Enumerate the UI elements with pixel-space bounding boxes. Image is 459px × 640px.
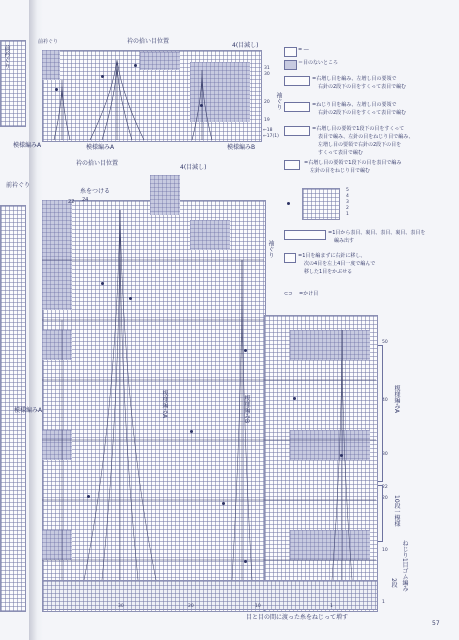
legend-item4-line2: 右針の2段下の目をすくって表目で編む <box>318 110 407 116</box>
right-row-50: 50 <box>382 340 388 345</box>
legend-item1: = ― <box>298 47 309 53</box>
right-pattern-a: 模様編みA <box>393 385 400 414</box>
bobble-dot <box>222 502 225 505</box>
top-row-30: 30 <box>264 72 270 77</box>
top-chart-stitch-lines <box>42 50 260 140</box>
bobble-dot <box>200 104 203 107</box>
bobble-dot <box>101 282 104 285</box>
left-label-pattern-a-2: 模様編みA <box>14 407 43 414</box>
bobble-dot <box>340 454 343 457</box>
bobble-dot <box>244 560 247 563</box>
increase-note: 目と目の間に渡った糸をねじって増す <box>246 614 349 621</box>
top-frame-right: 4(目減し) <box>232 42 259 49</box>
center-pattern-b: 模様編みB <box>243 395 250 424</box>
legend-symbol-decrease <box>284 253 296 263</box>
top-row-18: ←18 <box>263 128 273 133</box>
legend-item6-line2: 左針の目をねじり目で編む <box>310 168 371 174</box>
top-row-19: 19 <box>264 118 270 123</box>
legend-bobble-row-4: 4 <box>346 194 349 199</box>
bottom-col-20: 20 <box>188 604 194 609</box>
legend-bobble-row-1: 1 <box>346 212 349 217</box>
top-row-20: 20 <box>264 100 270 105</box>
legend-item7-line1: =1目から表目、裏目、表目、裏目、表目を <box>328 230 426 236</box>
legend-bobble-dot <box>287 202 290 205</box>
left-label-front-neck: 前衿ぐり <box>3 45 10 69</box>
top-left-label: 前衿ぐり <box>38 39 59 45</box>
legend-item5-line4: すくって表目で編む <box>318 150 363 156</box>
legend-bobble-row-5: 5 <box>346 188 349 193</box>
bobble-dot <box>87 495 90 498</box>
yarn-over-symbol: ⊂⊃ <box>284 291 293 297</box>
left-label-front-neck-2: 前衿ぐり <box>6 182 31 189</box>
legend-item8-line1: =1目を編まずに右針に移し、 <box>298 253 366 259</box>
legend-item4-line1: =ねじり目を編み、左増し目の要領で <box>312 102 397 108</box>
top-row-31: 31 <box>264 66 270 71</box>
legend-item6-line1: =右増し目の要領で1段下の目を表目で編み <box>304 160 402 166</box>
bobble-dot <box>55 88 58 91</box>
legend-bobble-row-2: 2 <box>346 206 349 211</box>
right-bracket-a <box>378 345 383 482</box>
top-row-17: ←17(1) <box>263 134 279 139</box>
legend-item5-line3: 左増し目の要領で右針の2段下の目を <box>318 142 402 148</box>
bottom-left-row-22: 22 <box>68 199 75 205</box>
legend-symbol-increase-4 <box>284 160 300 170</box>
bottom-left-row-24: 24 <box>82 197 89 203</box>
legend-item5-line1: =右増し目の要領で1段下の目をすくって <box>312 126 405 132</box>
legend-item7-line2: 編み出す <box>334 238 355 244</box>
legend-item5-line2: 表目で編み、左針の目をねじり目で編み、 <box>318 134 414 140</box>
right-row-10: 10 <box>382 548 388 553</box>
bobble-dot <box>244 349 247 352</box>
bobble-dot <box>134 64 137 67</box>
center-pattern-a: 模様編みA <box>161 390 168 419</box>
top-pattern-a: 模様編みA <box>86 144 115 151</box>
bottom-col-1: 1 <box>330 604 333 609</box>
bottom-col-30: 30 <box>118 604 124 609</box>
right-row-40: 40 <box>382 398 388 403</box>
legend-bobble-chart <box>302 188 340 220</box>
rib-label: ねじり1目ゴム編み <box>401 540 408 592</box>
bobble-dot <box>190 430 193 433</box>
legend-symbol-increase-1 <box>284 76 310 86</box>
legend-blank-square <box>284 47 297 57</box>
legend-item9: =かけ目 <box>299 291 319 297</box>
bobble-dot <box>101 75 104 78</box>
legend-symbol-increase-3 <box>284 126 310 136</box>
bottom-col-10: 10 <box>255 604 261 609</box>
legend-item8-line3: 移した1目をかぶせる <box>304 269 353 275</box>
bottom-frame-label: 衿の拾い目位置 <box>76 160 119 167</box>
legend-symbol-increase-2 <box>284 102 310 112</box>
bottom-sleeve-label: 袖ぐり <box>267 240 274 258</box>
ten-rows-repeat: 10段一模様 <box>393 495 400 527</box>
yarn-join-label: 糸をつける <box>80 188 111 195</box>
right-bracket-rows <box>378 485 383 542</box>
bobble-dot <box>293 397 296 400</box>
top-sleeve-label: 袖ぐり <box>275 92 282 110</box>
legend-item8-line2: 次の4目を左上4目一度で編んで <box>304 261 376 267</box>
legend-item2: ＝目のないところ <box>298 60 339 66</box>
top-frame-label: 衿の拾い目位置 <box>127 38 170 45</box>
legend-item3-line2: 右針の2段下の目をすくって表目で編む <box>318 84 407 90</box>
bobble-dot <box>129 297 132 300</box>
book-spine <box>29 0 43 640</box>
legend-gray-square <box>284 60 297 70</box>
right-row-30: 30 <box>382 452 388 457</box>
rib-rows: 2段 <box>390 578 397 588</box>
left-label-pattern-a: 模様編みA <box>13 142 42 149</box>
right-row-22: 22 <box>382 485 388 490</box>
right-row-1: 1 <box>382 600 385 605</box>
legend-bobble-row-3: 3 <box>346 200 349 205</box>
legend-item3-line1: =右増し目を編み、左増し目の要領で <box>312 76 397 82</box>
bottom-frame-right: 4(目減し) <box>180 164 207 171</box>
legend-symbol-increase-5 <box>284 230 326 240</box>
top-pattern-b: 模様編みB <box>227 144 256 151</box>
right-row-20: 20 <box>382 496 388 501</box>
page-number: 57 <box>432 620 440 627</box>
